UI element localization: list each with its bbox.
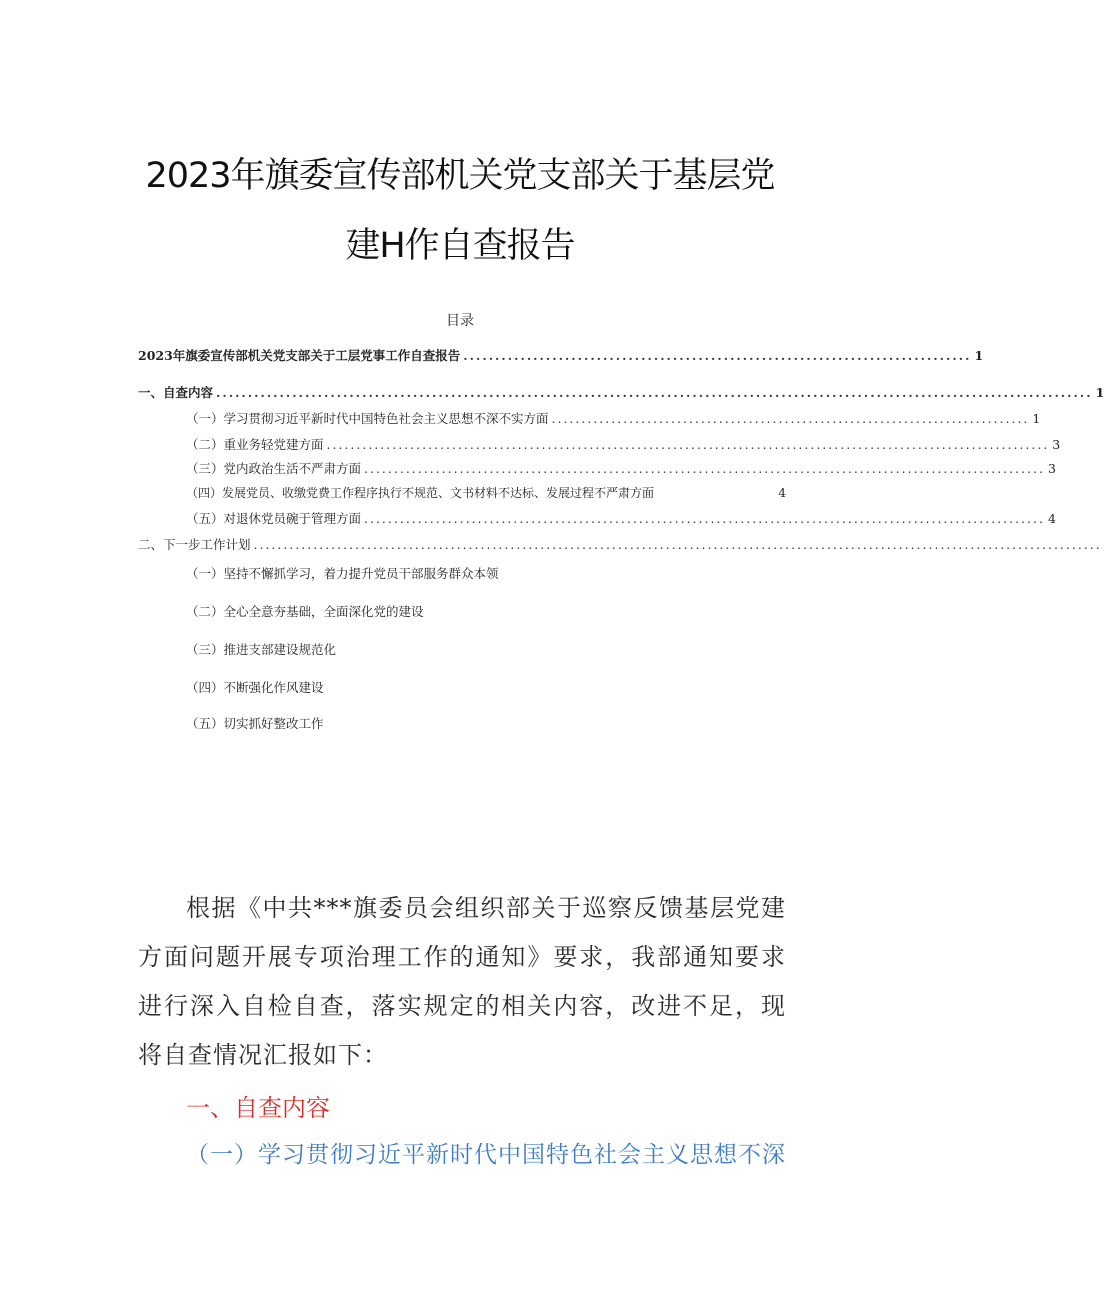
- toc-entry-label: （二）重业务轻党建方面: [186, 437, 324, 452]
- toc-leader-dots: .........................................................................................................................: [326, 437, 1050, 452]
- toc-sub-item[interactable]: （一）坚持不懈抓学习，着力提升党员干部服务群众本领: [186, 566, 499, 581]
- toc-entry[interactable]: [138, 535, 1102, 553]
- toc-entry-label: （四）发展党员、收缴党费工作程序执行不规范、文书材料不达标、发展过程不严肃方面: [186, 486, 655, 500]
- toc-entry[interactable]: [138, 383, 1104, 401]
- toc-leader-dots: ..................................................................................................................: [364, 461, 1045, 476]
- subsection-heading: （一）学习贯彻习近平新时代中国特色社会主义思想不深: [186, 1142, 786, 1168]
- toc-entry-page: 3: [1047, 461, 1056, 476]
- toc-entry-label: 2023年旗委宣传部机关党支部关于工层党事工作自查报告: [138, 348, 461, 363]
- toc-entry-label: （三）党内政治生活不严肃方面: [186, 461, 362, 476]
- toc-entry-page: 4: [778, 486, 786, 500]
- toc-entry[interactable]: [186, 409, 1041, 427]
- toc-entry-page: 1: [974, 348, 984, 363]
- section-heading: 一、自查内容: [186, 1094, 330, 1122]
- toc-entry-page: 1: [1095, 385, 1104, 400]
- toc-entry-page: 3: [1052, 437, 1061, 452]
- toc-entry-label: 一、自查内容: [138, 385, 214, 400]
- toc-entry-label: 二、下一步工作计划: [138, 537, 251, 552]
- toc-leader-dots: ..................................................................................................................: [364, 511, 1045, 526]
- toc-entry[interactable]: [138, 346, 984, 364]
- toc-leader-dots: ................................................................................: [463, 348, 972, 363]
- toc-entry-page: 1: [1032, 411, 1041, 426]
- toc-sub-item[interactable]: （二）全心全意夯基础，全面深化党的建设: [186, 604, 424, 619]
- toc-leader-dots: ................................................................................: [551, 411, 1030, 426]
- toc-entry-label: （一）学习贯彻习近平新时代中国特色社会主义思想不深不实方面: [186, 411, 549, 426]
- document-title-line-1: 2023年旗委宣传部机关党支部关于基层党: [145, 156, 775, 196]
- toc-leader-dots: ..........................................................................................................................................: [216, 385, 1093, 400]
- toc-entry[interactable]: [186, 459, 1056, 477]
- toc-entry-page: 4: [1047, 511, 1056, 526]
- toc-entry[interactable]: [186, 435, 1061, 453]
- toc-heading: 目录: [446, 313, 474, 329]
- document-title-line-2: 建H作自查报告: [345, 226, 575, 266]
- intro-paragraph: 根据《中共***旗委员会组织部关于巡察反馈基层党建方面问题开展专项治理工作的通知》要求，我部通知要求进行深入自检自查，落实规定的相关内容，改进不足，现将自查情况汇报如下：: [138, 894, 786, 1069]
- toc-sub-item[interactable]: （五）切实抓好整改工作: [186, 716, 324, 731]
- toc-entry[interactable]: [186, 484, 786, 501]
- toc-entry[interactable]: [186, 509, 1056, 527]
- toc-leader-dots: ..............................................................................................................................................: [253, 537, 1102, 552]
- toc-entry-label: （五）对退休党员碗于管理方面: [186, 511, 362, 526]
- toc-sub-item[interactable]: （三）推进支部建设规范化: [186, 642, 337, 657]
- toc-sub-item[interactable]: （四）不断强化作风建设: [186, 680, 324, 695]
